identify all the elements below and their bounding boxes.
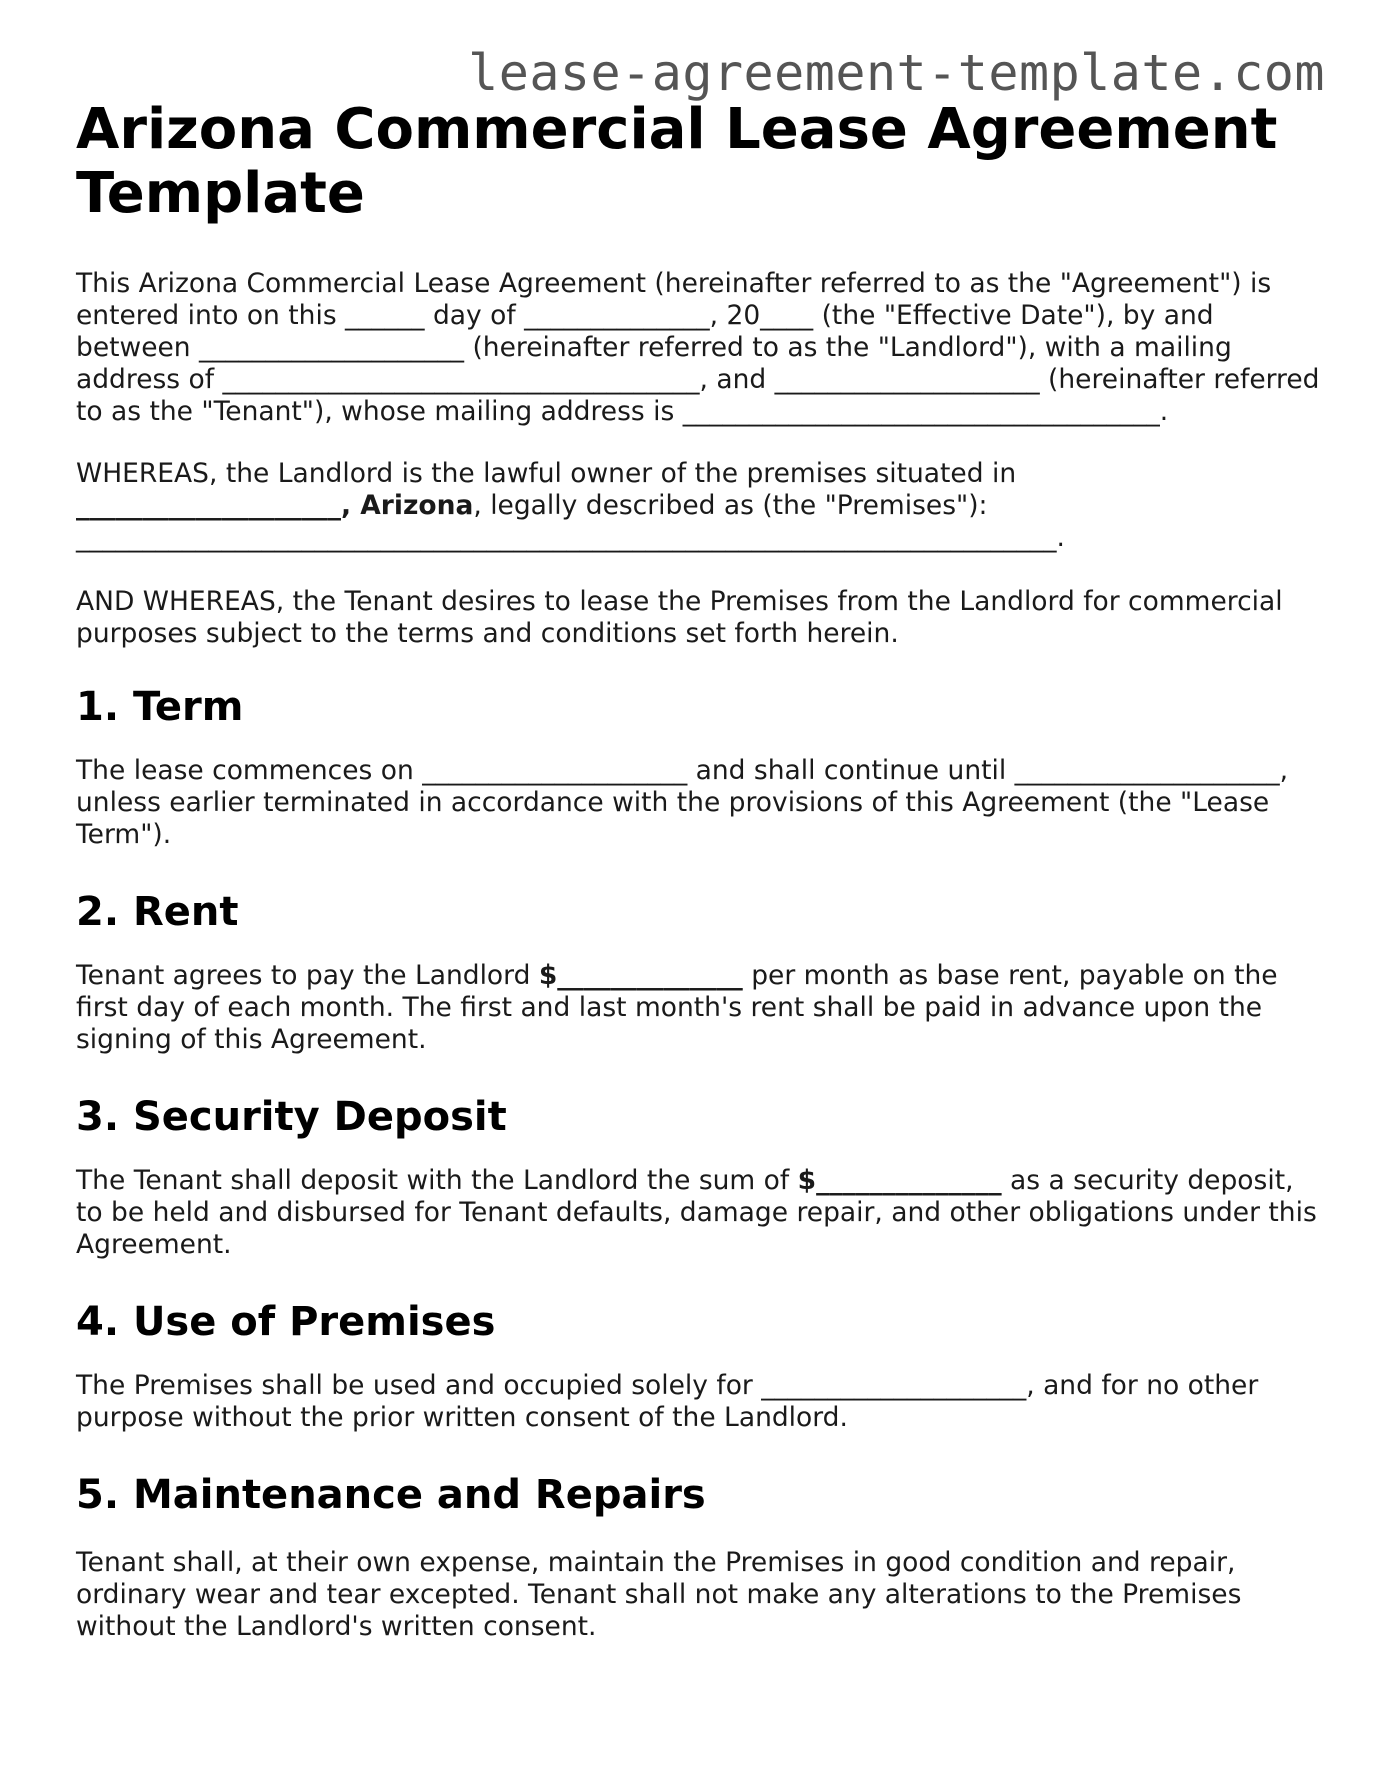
section-rent-text xyxy=(76,960,1326,1056)
section-deposit-heading: 3. Security Deposit xyxy=(76,1094,507,1140)
deposit-pre: The Tenant shall deposit with the Landlord the sum of xyxy=(76,1165,798,1196)
deposit-post: as a security deposit, to be held and disbursed for Tenant defaults, damage repair, and other obligations under this Agreement. xyxy=(76,1165,1317,1260)
whereas-pre: WHEREAS, the Landlord is the lawful owner of the premises situated in xyxy=(76,458,1017,489)
legal-description-blank: __________________________________________________________________________. xyxy=(76,522,1065,553)
section-maintenance-text: Tenant shall, at their own expense, maintain the Premises in good condition and repair, ordinary wear and tear excepted. Tenant shall not make any alterations to the Premises without the Landlord's written consent. xyxy=(76,1547,1242,1642)
section-maintenance-heading: 5. Maintenance and Repairs xyxy=(76,1472,706,1518)
document-page xyxy=(76,98,1326,1643)
rent-post: per month as base rent, payable on the first day of each month. The first and last month's rent shall be paid in advance upon the signing of this Agreement. xyxy=(76,960,1278,1055)
section-use-heading: 4. Use of Premises xyxy=(76,1299,496,1345)
whereas-paragraph xyxy=(76,458,1326,554)
deposit-amount-blank: $______________ xyxy=(797,1165,1002,1196)
document-title: Arizona Commercial Lease Agreement Template xyxy=(76,97,1278,226)
section-rent-heading: 2. Rent xyxy=(76,889,239,935)
rent-amount-blank: $______________ xyxy=(538,960,743,991)
section-deposit-text xyxy=(76,1165,1326,1261)
rent-pre: Tenant agrees to pay the Landlord xyxy=(76,960,539,991)
county-blank: ____________________, Arizona xyxy=(76,490,474,521)
and-whereas-paragraph: AND WHEREAS, the Tenant desires to lease the Premises from the Landlord for commercial purposes subject to the terms and conditions set forth herein. xyxy=(76,586,1283,649)
intro-paragraph: This Arizona Commercial Lease Agreement (hereinafter referred to as the "Agreement") is entered into on this ______ day of ______________, 20____ (the "Effective Date"), by and between ____________________ (hereinafter referred to as the "Landlord"), with a mailing address of ____________________________________, and ____________________ (hereinafter referred to as the "Tenant"), whose mailing address is ____________________________________. xyxy=(76,268,1320,427)
section-use-text: The Premises shall be used and occupied solely for ____________________, and for no other purpose without the prior written consent of the Landlord. xyxy=(76,1370,1259,1433)
section-term-heading: 1. Term xyxy=(76,684,244,730)
site-watermark: lease-agreement-template.com xyxy=(468,44,1325,102)
section-term-text: The lease commences on ____________________ and shall continue until ____________________, unless earlier terminated in accordance with the provisions of this Agreement (the "Lease Term"). xyxy=(76,755,1289,850)
whereas-post: , legally described as (the "Premises"): xyxy=(473,490,988,521)
